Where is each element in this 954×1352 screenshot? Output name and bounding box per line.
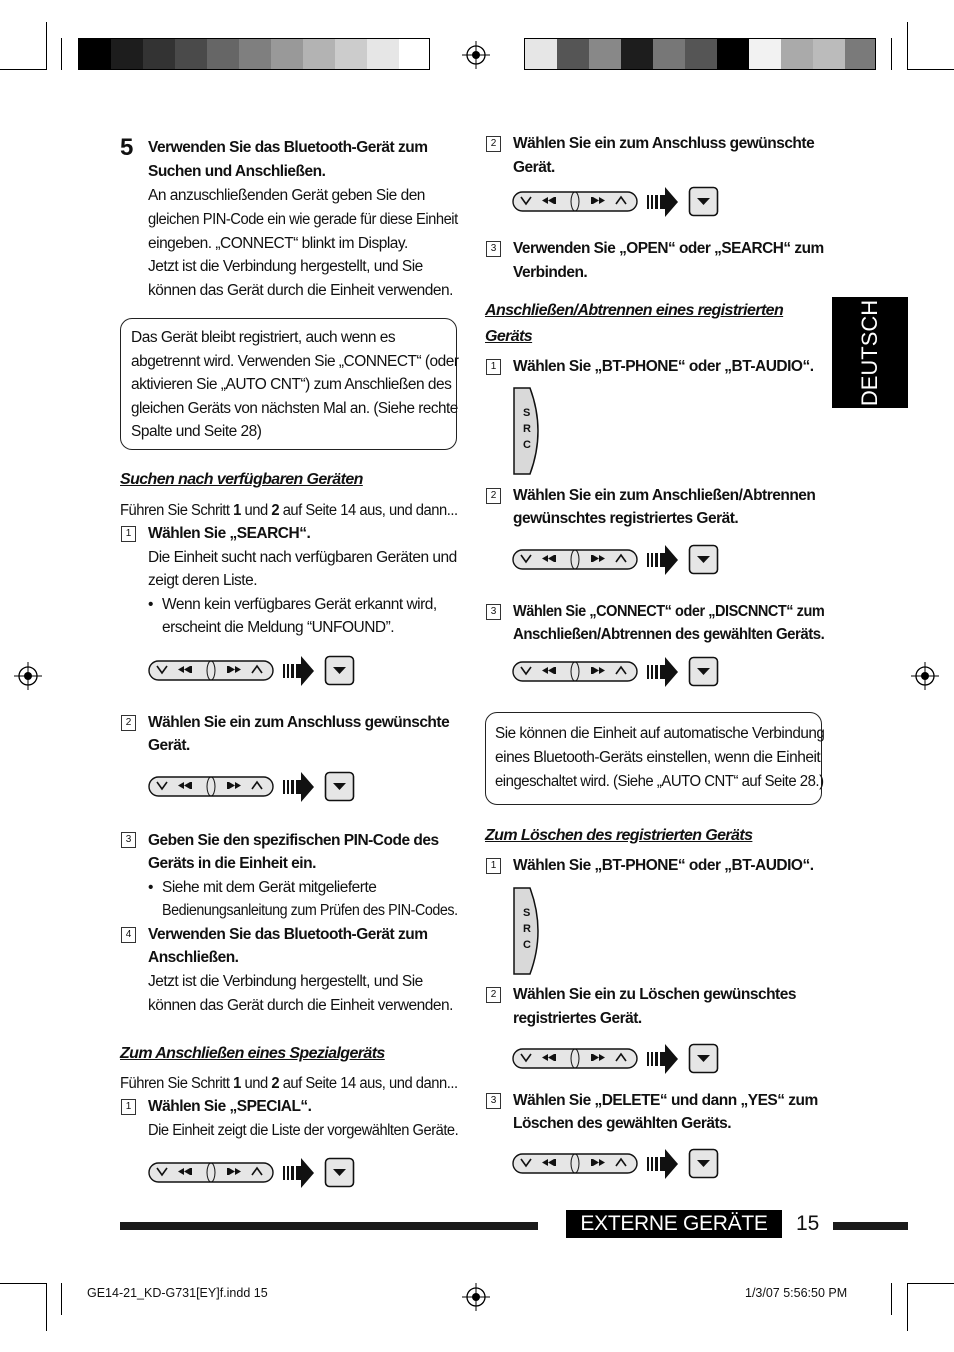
language-tab (832, 297, 908, 408)
body-text: können das Gerät durch die Einheit verwenden. (148, 997, 453, 1014)
note-text: aktivieren Sie „AUTO CNT“) zum Anschließen des (131, 376, 452, 393)
step-title: Wählen Sie ein zu Löschen gewünschtes (513, 986, 796, 1003)
body-text: An anzuschließenden Gerät geben Sie den (148, 187, 425, 204)
down-button-icon (688, 656, 720, 688)
body-text: können das Gerät durch die Einheit verwenden. (148, 282, 453, 299)
src-letter: R (523, 923, 531, 935)
note-text: Sie können die Einheit auf automatische Verbindung (495, 725, 825, 742)
section-heading: Zum Löschen des registrierten Geräts (485, 827, 753, 844)
step-title: Anschließen. (148, 949, 239, 966)
src-letter: R (523, 423, 531, 435)
step-title: Wählen Sie ein zum Anschluss gewünschte (148, 714, 450, 731)
intro-text: Führen Sie Schritt 1 und 2 auf Seite 14 aus, und dann... (120, 502, 458, 519)
step-badge: 2 (486, 136, 501, 152)
scroll-wheel-control-icon (512, 545, 640, 575)
color-bar-right (524, 38, 876, 70)
body-text: Die Einheit zeigt die Liste der vorgewählten Geräte. (148, 1122, 459, 1139)
section-heading: Geräts (485, 328, 533, 345)
language-tab-label: DEUTSCH (857, 299, 882, 406)
step-title: Wählen Sie „BT-PHONE“ oder „BT-AUDIO“. (513, 857, 814, 874)
bullet-text: Bedienungsanleitung zum Prüfen des PIN-Codes. (162, 902, 458, 919)
step-badge: 1 (486, 858, 501, 874)
down-button-icon (688, 544, 720, 576)
right-arrow-icon (282, 770, 316, 804)
step-title: Wählen Sie „SPECIAL“. (148, 1098, 312, 1115)
down-button-icon (324, 1157, 356, 1189)
src-letter: S (523, 907, 531, 919)
scroll-wheel-control-icon (512, 1044, 640, 1074)
color-bar-left (78, 38, 430, 70)
step-title: Suchen und Anschließen. (148, 163, 326, 180)
right-arrow-icon (646, 655, 680, 689)
registration-mark-icon (462, 41, 490, 69)
step-title: Anschließen/Abtrennen des gewählten Geräts. (513, 626, 825, 643)
step-title: Wählen Sie „SEARCH“. (148, 525, 311, 542)
down-button-icon (688, 1043, 720, 1075)
body-text: Jetzt ist die Verbindung hergestellt, und Sie (148, 258, 423, 275)
step-title: registriertes Gerät. (513, 1010, 642, 1027)
control-illustration (512, 1147, 722, 1181)
control-illustration (148, 1156, 358, 1190)
bullet-text: erscheint die Meldung “UNFOUND”. (162, 619, 395, 636)
step-badge: 3 (486, 241, 501, 257)
step-badge: 2 (121, 715, 136, 731)
step-title: Verwenden Sie „OPEN“ oder „SEARCH“ zum (513, 240, 824, 257)
step-title: Wählen Sie ein zum Anschließen/Abtrennen (513, 487, 816, 504)
note-text: Spalte und Seite 28) (131, 423, 262, 440)
step-badge: 3 (486, 1093, 501, 1109)
print-date: 1/3/07 5:56:50 PM (745, 1286, 848, 1300)
step-title: Geben Sie den spezifischen PIN-Code des (148, 832, 439, 849)
section-heading: Suchen nach verfügbaren Geräten (120, 471, 363, 488)
control-illustration (148, 770, 358, 804)
footer-rule-right (833, 1222, 908, 1230)
scroll-wheel-control-icon (148, 1158, 276, 1188)
file-info: GE14-21_KD-G731[EY]f.indd 15 (87, 1286, 268, 1300)
step-title: gewünschtes registriertes Gerät. (513, 510, 739, 527)
body-text: Jetzt ist die Verbindung hergestellt, und Sie (148, 973, 423, 990)
step-title: Löschen des gewählten Geräts. (513, 1115, 732, 1132)
down-button-icon (324, 771, 356, 803)
step-badge: 3 (121, 832, 136, 848)
step-title: Verwenden Sie das Bluetooth-Gerät zum (148, 926, 428, 943)
intro-text: Führen Sie Schritt 1 und 2 auf Seite 14 aus, und dann... (120, 1075, 458, 1092)
step-title: Geräts in die Einheit ein. (148, 855, 316, 872)
right-arrow-icon (646, 543, 680, 577)
src-button-illustration (512, 386, 548, 476)
src-letter: C (523, 939, 531, 951)
down-button-icon (688, 1148, 720, 1180)
scroll-wheel-control-icon (512, 187, 640, 217)
step-title: Verwenden Sie das Bluetooth-Gerät zum (148, 139, 428, 156)
note-text: abgetrennt wird. Verwenden Sie „CONNECT“ (oder (131, 353, 459, 370)
body-text: eingeben. „CONNECT“ blinkt im Display. (148, 235, 408, 252)
right-arrow-icon (646, 1147, 680, 1181)
right-arrow-icon (646, 1042, 680, 1076)
right-arrow-icon (282, 1156, 316, 1190)
step-title: Gerät. (148, 737, 190, 754)
step-title: Wählen Sie „CONNECT“ oder „DISCNNCT“ zum (513, 603, 825, 620)
bullet-text: • Wenn kein verfügbares Gerät erkannt wird, (162, 593, 437, 617)
step-title: Wählen Sie „BT-PHONE“ oder „BT-AUDIO“. (513, 358, 814, 375)
right-arrow-icon (282, 654, 316, 688)
scroll-wheel-control-icon (148, 772, 276, 802)
scroll-wheel-control-icon (148, 656, 276, 686)
control-illustration (512, 1042, 722, 1076)
step-badge: 2 (486, 488, 501, 504)
control-illustration (512, 655, 722, 689)
registration-mark-icon (462, 1283, 490, 1311)
step-badge: 1 (486, 359, 501, 375)
body-text: gleichen PIN-Code ein wie gerade für diese Einheit (148, 211, 458, 228)
body-text: Die Einheit sucht nach verfügbaren Geräten und (148, 549, 457, 566)
step-title: Wählen Sie „DELETE“ und dann „YES“ zum (513, 1092, 818, 1109)
note-text: eingeschaltet wird. (Siehe „AUTO CNT“ auf Seite 28.) (495, 773, 824, 790)
step-badge: 3 (486, 604, 501, 620)
section-title: EXTERNE GERÄTE (580, 1212, 768, 1235)
section-title-bar (566, 1210, 782, 1238)
step-badge: 1 (121, 526, 136, 542)
step-title: Gerät. (513, 159, 555, 176)
registration-mark-icon (14, 662, 42, 690)
section-heading: Zum Anschließen eines Spezialgeräts (120, 1045, 385, 1062)
step-title: Verbinden. (513, 264, 588, 281)
step-badge: 2 (486, 987, 501, 1003)
page-number: 15 (796, 1212, 820, 1235)
scroll-wheel-control-icon (512, 1149, 640, 1179)
registration-mark-icon (911, 662, 939, 690)
src-letter: C (523, 439, 531, 451)
note-text: eines Bluetooth-Geräts einstellen, wenn die Einheit (495, 749, 821, 766)
step-badge: 4 (121, 927, 136, 943)
body-text: zeigt deren Liste. (148, 572, 258, 589)
step-title: Wählen Sie ein zum Anschluss gewünschte (513, 135, 815, 152)
footer-rule-left (120, 1222, 538, 1230)
down-button-icon (324, 655, 356, 687)
right-arrow-icon (646, 185, 680, 219)
control-illustration (512, 543, 722, 577)
bullet-text: • Siehe mit dem Gerät mitgelieferte (162, 876, 376, 900)
step-badge: 1 (121, 1099, 136, 1115)
control-illustration (512, 185, 722, 219)
scroll-wheel-control-icon (512, 657, 640, 687)
down-button-icon (688, 186, 720, 218)
src-letter: S (523, 407, 531, 419)
control-illustration (148, 654, 358, 688)
note-text: Das Gerät bleibt registriert, auch wenn es (131, 329, 396, 346)
note-text: gleichen Geräts von nächsten Mal an. (Siehe rechte (131, 400, 458, 417)
src-button-illustration (512, 886, 548, 976)
section-heading: Anschließen/Abtrennen eines registrierten (485, 302, 784, 319)
step-number: 5 (120, 134, 134, 161)
